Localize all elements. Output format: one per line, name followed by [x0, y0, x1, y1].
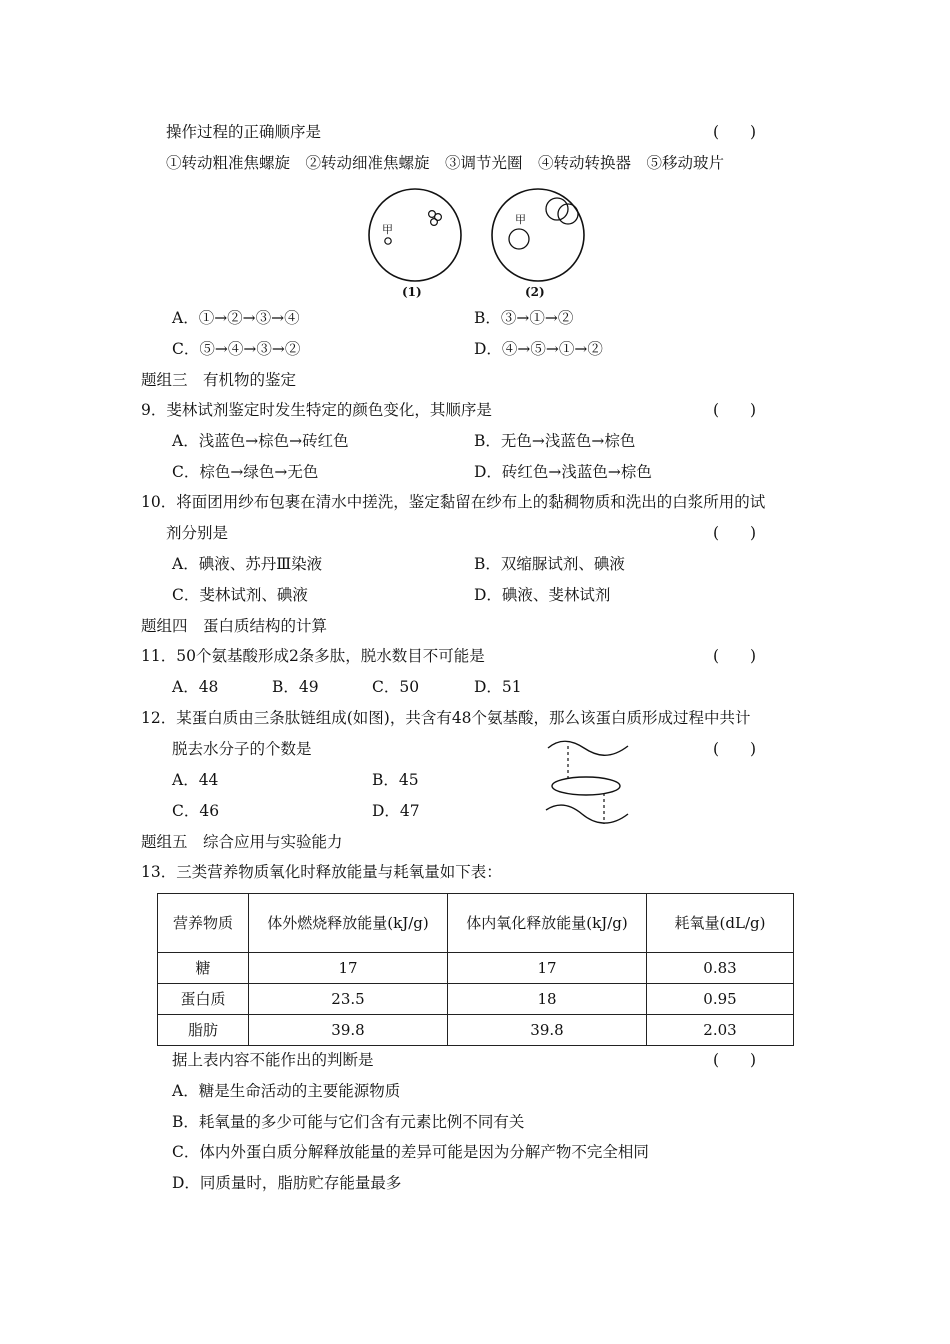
q13-stem: 13．三类营养物质氧化时释放能量与耗氧量如下表：	[141, 863, 502, 881]
q9-stem: 9．斐林试剂鉴定时发生特定的颜色变化，其顺序是	[141, 401, 492, 419]
microscope-figure	[362, 186, 588, 302]
table-cell: 蛋白质	[158, 984, 249, 1015]
peptide-chain-3	[546, 805, 628, 823]
q9-option-b: B．无色→浅蓝色→棕色	[474, 432, 636, 450]
q11-option-c: C．50	[372, 678, 420, 696]
peptide-chain-2	[552, 777, 620, 795]
nutrient-energy-table	[157, 893, 794, 1046]
fig1-small-cell	[385, 238, 391, 244]
table-cell: 18	[448, 984, 647, 1015]
q11-option-b: B．49	[272, 678, 319, 696]
fig1-label: (1)	[402, 285, 422, 299]
table-cell: 糖	[158, 953, 249, 984]
peptide-chains-figure	[540, 738, 636, 830]
q8-answer-paren: ( )	[713, 123, 757, 141]
q13-option-a: A．糖是生命活动的主要能源物质	[172, 1082, 401, 1100]
q12-option-b: B．45	[372, 771, 419, 789]
table-header-cell: 体外燃烧释放能量(kJ/g)	[249, 894, 448, 953]
q10-option-b: B．双缩脲试剂、碘液	[474, 555, 625, 573]
q12-stem-line2: 脱去水分子的个数是	[172, 740, 312, 758]
q13-question: 据上表内容不能作出的判断是	[172, 1051, 374, 1069]
q10-stem-line1: 10．将面团用纱布包裹在清水中搓洗，鉴定黏留在纱布上的黏稠物质和洗出的白浆所用的试	[141, 493, 766, 511]
q12-answer-paren: ( )	[713, 740, 757, 758]
table-cell: 23.5	[249, 984, 448, 1015]
q10-answer-paren: ( )	[713, 524, 757, 542]
table-row	[158, 984, 794, 1015]
q13-option-c: C．体内外蛋白质分解释放能量的差异可能是因为分解产物不完全相同	[172, 1143, 649, 1161]
table-header-cell: 营养物质	[158, 894, 249, 953]
fig2-large-cell	[509, 229, 529, 249]
q10-stem-line2: 剂分别是	[166, 524, 229, 542]
group3-heading: 题组三 有机物的鉴定	[141, 371, 297, 389]
table-header-cell: 耗氧量(dL/g)	[647, 894, 794, 953]
q13-option-b: B．耗氧量的多少可能与它们含有元素比例不同有关	[172, 1113, 525, 1131]
table-cell: 17	[249, 953, 448, 984]
fig2-cell-a	[546, 198, 568, 220]
q12-stem-line1: 12．某蛋白质由三条肽链组成(如图)，共含有48个氨基酸，那么该蛋白质形成过程中共计	[141, 709, 751, 727]
table-cell: 17	[448, 953, 647, 984]
q10-option-d: D．碘液、斐林试剂	[474, 586, 611, 604]
table-cell: 2.03	[647, 1015, 794, 1046]
fig1-char: 甲	[382, 223, 393, 236]
table-header-cell: 体内氧化释放能量(kJ/g)	[448, 894, 647, 953]
table-cell: 0.83	[647, 953, 794, 984]
q13-answer-paren: ( )	[713, 1051, 757, 1069]
fig1-cell-c	[431, 219, 438, 226]
q9-option-a: A．浅蓝色→棕色→砖红色	[172, 432, 349, 450]
q8-option-a: A．①→②→③→④	[172, 309, 300, 327]
table-cell: 0.95	[647, 984, 794, 1015]
q13-option-d: D．同质量时，脂肪贮存能量最多	[172, 1174, 402, 1192]
q11-answer-paren: ( )	[713, 647, 757, 665]
q8-option-c: C．⑤→④→③→②	[172, 340, 301, 358]
q9-option-d: D．砖红色→浅蓝色→棕色	[474, 463, 652, 481]
q11-stem: 11．50个氨基酸形成2条多肽，脱水数目不可能是	[141, 647, 485, 665]
table-cell: 39.8	[448, 1015, 647, 1046]
table-row	[158, 953, 794, 984]
fig2-char: 甲	[515, 213, 526, 226]
q11-option-a: A．48	[172, 678, 219, 696]
q9-answer-paren: ( )	[713, 401, 757, 419]
table-row	[158, 1015, 794, 1046]
q10-option-c: C．斐林试剂、碘液	[172, 586, 308, 604]
q12-option-a: A．44	[172, 771, 219, 789]
q8-option-b: B．③→①→②	[474, 309, 574, 327]
q12-option-c: C．46	[172, 802, 220, 820]
table-cell: 39.8	[249, 1015, 448, 1046]
group4-heading: 题组四 蛋白质结构的计算	[141, 617, 328, 635]
field-of-view-2	[492, 189, 584, 281]
table-header-row	[158, 894, 794, 953]
q8-stem: 操作过程的正确顺序是	[166, 123, 322, 141]
q10-option-a: A．碘液、苏丹Ⅲ染液	[172, 555, 323, 573]
q11-option-d: D．51	[474, 678, 522, 696]
table-cell: 脂肪	[158, 1015, 249, 1046]
q12-option-d: D．47	[372, 802, 420, 820]
q8-steps: ①转动粗准焦螺旋 ②转动细准焦螺旋 ③调节光圈 ④转动转换器 ⑤移动玻片	[166, 154, 725, 172]
q9-option-c: C．棕色→绿色→无色	[172, 463, 319, 481]
group5-heading: 题组五 综合应用与实验能力	[141, 833, 343, 851]
peptide-chain-1	[548, 741, 628, 755]
q8-option-d: D．④→⑤→①→②	[474, 340, 603, 358]
fig2-label: (2)	[525, 285, 545, 299]
